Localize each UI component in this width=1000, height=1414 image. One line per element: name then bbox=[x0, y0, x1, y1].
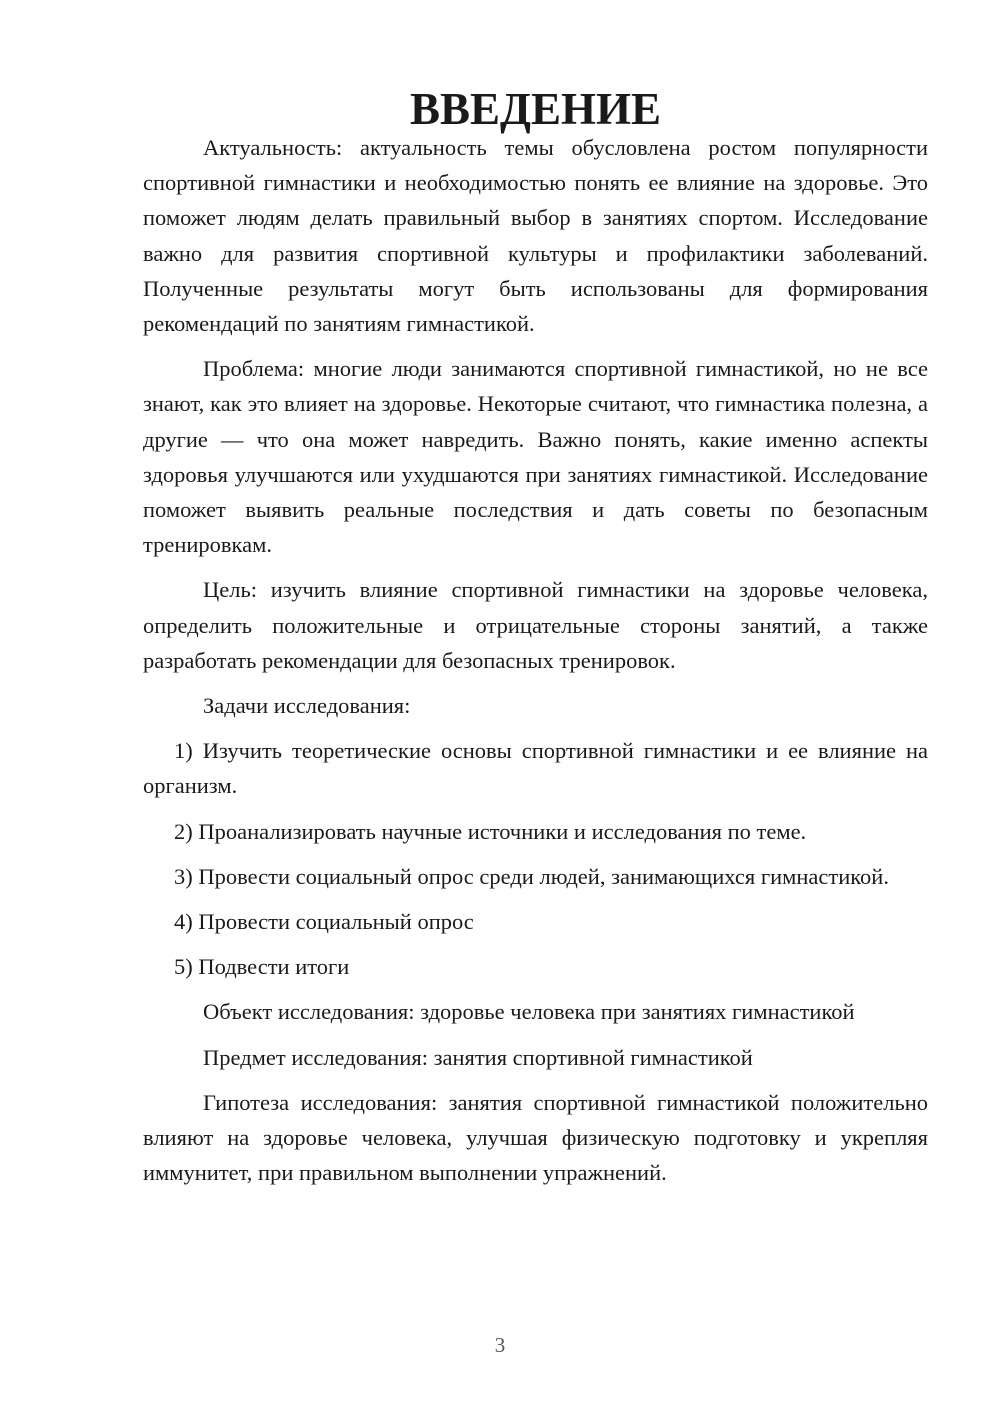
subject-paragraph: Предмет исследования: занятия спортивной гимнастикой bbox=[203, 1044, 753, 1070]
task-item-2: 2) Проанализировать научные источники и исследования по теме. bbox=[174, 818, 807, 844]
hypothesis-paragraph: Гипотеза исследования: занятия спортивной гимнастикой положительно влияют на здоровье человека, улучшая физическую подготовку и укрепляя иммунитет, при правильном выполнении упражнений. bbox=[143, 1089, 928, 1186]
object-paragraph: Объект исследования: здоровье человека при занятиях гимнастикой bbox=[203, 999, 855, 1025]
relevance-paragraph: Актуальность: актуальность темы обусловлена ростом популярности спортивной гимнастики и необходимостью понять ее влияние на здоровье. Это поможет людям делать правильный выбор в занятиях спортом. Исследование важно для развития спортивной культуры и профилактики заболеваний. Полученные результаты могут быть использованы для формирования рекомендаций по занятиям гимнастикой. bbox=[143, 135, 928, 337]
task-item-4: 4) Провести социальный опрос bbox=[174, 909, 474, 935]
document-page bbox=[143, 84, 928, 1190]
task-item-5: 5) Подвести итоги bbox=[174, 954, 350, 980]
problem-paragraph: Проблема: многие люди занимаются спортивной гимнастикой, но не все знают, как это влияет на здоровье. Некоторые считают, что гимнастика полезна, а другие — что она может навредить. Важно понять, какие именно аспекты здоровья улучшаются или ухудшаются при занятиях гимнастикой. Исследование поможет выявить реальные последствия и дать советы по безопасным тренировкам. bbox=[143, 356, 928, 558]
task-item-3: 3) Провести социальный опрос среди людей, занимающихся гимнастикой. bbox=[174, 863, 889, 889]
section-title: ВВЕДЕНИЕ bbox=[409, 84, 662, 134]
goal-paragraph: Цель: изучить влияние спортивной гимнастики на здоровье человека, определить положительные и отрицательные стороны занятий, а также разработать рекомендации для безопасных тренировок. bbox=[143, 577, 928, 673]
tasks-heading: Задачи исследования: bbox=[203, 693, 411, 719]
page-number: 3 bbox=[494, 1333, 506, 1357]
task-item-1: 1) Изучить теоретические основы спортивной гимнастики и ее влияние на организм. bbox=[143, 738, 928, 799]
